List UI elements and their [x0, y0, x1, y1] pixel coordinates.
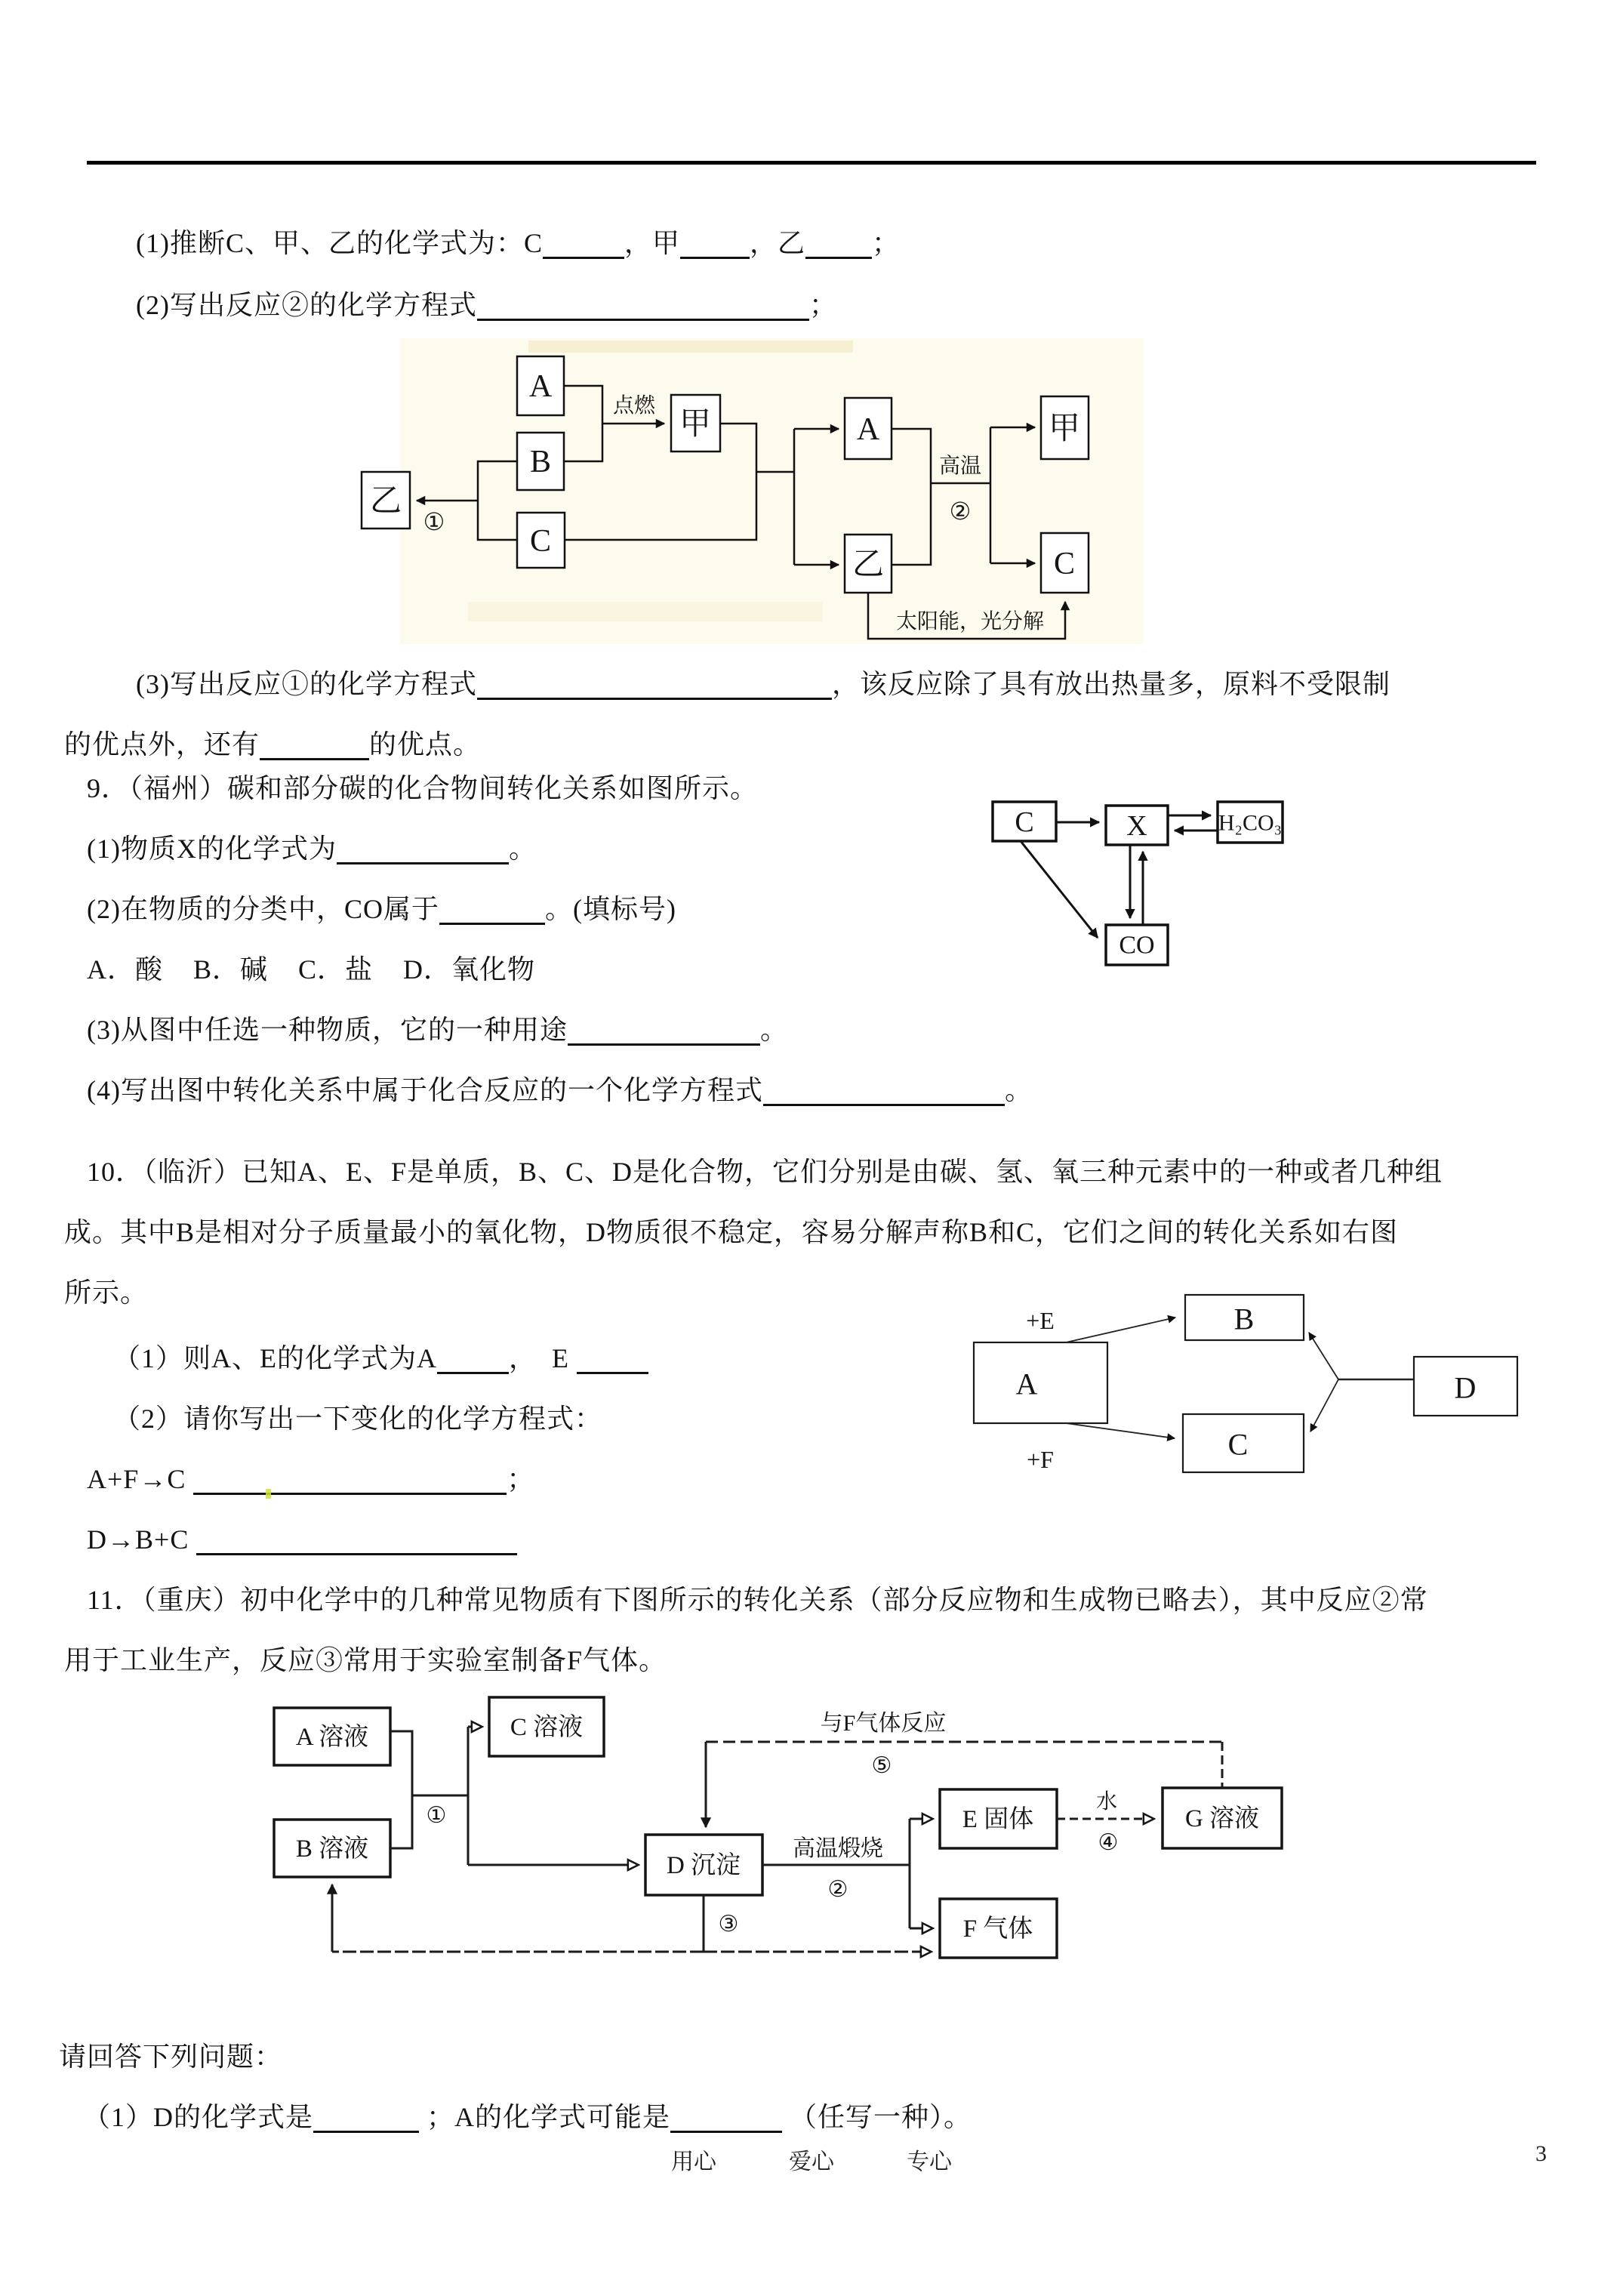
q9-line4-text: 。: [1004, 1075, 1033, 1105]
blank-underline: [337, 835, 509, 864]
q8-line4-text: 的优点外，还有: [64, 729, 260, 760]
flow-box-label: G 溶液: [1184, 1805, 1260, 1832]
q10-intro2: [64, 1214, 1398, 1250]
blank-underline: [437, 1345, 509, 1374]
page-footer: [0, 2143, 1623, 2176]
flow-box-label: 甲: [1048, 411, 1081, 446]
scan-tint: [400, 338, 1144, 644]
flow-box-label: A: [856, 412, 880, 447]
q11-line1-text: （任写一种）。: [782, 2102, 972, 2132]
scan-smudge: [528, 341, 853, 353]
q8-line4: [64, 726, 481, 763]
q10-intro2-text: 成。其中B是相对分子质量最小的氧化物，D物质很不稳定，容易分解声称B和C，它们之间的转化关系如右图: [64, 1217, 1399, 1247]
diagram-9: [981, 785, 1585, 982]
flow-box-label: D 沉淀: [666, 1852, 741, 1879]
label-solar: 太阳能，光分解: [895, 610, 1045, 633]
q8-line2: [136, 287, 837, 323]
q8-line3-text: ，该反应除了具有放出热量多，原料不受限制: [831, 669, 1390, 699]
q9-line2-text: 。(填标号): [545, 894, 676, 924]
flow-box-label: CO: [1119, 931, 1155, 960]
footer-word: 爱心: [789, 2150, 834, 2174]
q10-line2: [113, 1401, 602, 1437]
page-number: 3: [1535, 2141, 1547, 2166]
label-plus-f: +F: [1027, 1446, 1054, 1473]
blank-underline: [568, 1016, 760, 1046]
flow-box-label: C: [529, 524, 552, 559]
flow-box-a: [974, 1342, 1107, 1423]
q10-line3: [87, 1461, 534, 1497]
flow-box-label: A: [1015, 1367, 1038, 1401]
q9-options-text: A．酸 B．碱 C．盐 D．氧化物: [87, 954, 536, 985]
flow-box-label: E 固体: [962, 1806, 1034, 1833]
q9-line3-text: 。: [759, 1015, 788, 1045]
flow-box-label: B: [529, 445, 552, 479]
q9-line1-text: (1)物质X的化学式为: [87, 834, 337, 864]
q10-line1: [113, 1340, 648, 1376]
blank-underline: [193, 1465, 507, 1495]
blank-underline: [670, 2103, 782, 2133]
q10-line3-text: ；: [507, 1464, 535, 1494]
blank-underline: [805, 230, 872, 259]
q8-line1: [136, 225, 900, 261]
label-calcine: 高温煅烧: [793, 1836, 883, 1861]
flow-box-label: A: [528, 369, 553, 404]
q9-line3: [87, 1012, 788, 1048]
q8-line1-text: ，乙: [750, 228, 806, 258]
blank-underline: [543, 230, 624, 259]
blank-underline: [313, 2103, 419, 2133]
label-circled-5: ⑤: [871, 1753, 892, 1778]
footer-word: 用心: [671, 2150, 716, 2174]
flow-box-label: 乙: [369, 484, 402, 519]
q10-line2-text: （2）请你写出一下变化的化学方程式：: [113, 1404, 603, 1434]
flow-box-label: C 溶液: [510, 1714, 584, 1741]
blank-underline: [477, 670, 832, 700]
q8-line4-text: 的优点。: [369, 729, 482, 760]
label-circled-4: ④: [1098, 1830, 1119, 1855]
label-water: 水: [1095, 1790, 1118, 1814]
arrow-a-to-c: [1066, 1423, 1175, 1438]
q11-line1-text: （1）D的化学式是: [83, 2102, 313, 2132]
blank-underline: [196, 1526, 517, 1555]
diagram-1: [340, 332, 1147, 657]
q9-line2: [87, 891, 676, 927]
q11-prompt-text: 请回答下列问题：: [59, 2042, 283, 2072]
q10-intro1: [87, 1154, 1443, 1190]
flow-box-label: C: [1015, 806, 1034, 838]
flow-box-label: F 气体: [962, 1915, 1033, 1943]
scan-dot: [266, 1489, 271, 1499]
header-rule: [87, 161, 1536, 165]
blank-underline: [439, 895, 545, 925]
blank-underline: [763, 1077, 1005, 1106]
flow-box-label: A 溶液: [295, 1724, 369, 1751]
q9-intro-text: 9．（福州）碳和部分碳的化合物间转化关系如图所示。: [87, 773, 759, 803]
flow-box-label: B: [1233, 1302, 1255, 1336]
q11-intro1-text: 11．（重庆）初中化学中的几种常见物质有下图所示的转化关系（部分反应物和生成物已略去），其中反应②常: [87, 1585, 1428, 1615]
q9-line2-text: (2)在物质的分类中，CO属于: [87, 894, 439, 924]
flow-box-label: D: [1454, 1370, 1477, 1405]
q10-line1-text: ， E: [509, 1343, 577, 1373]
q11-intro1: [87, 1582, 1428, 1618]
q10-line4-text: D→B+C: [87, 1524, 197, 1555]
diagram-10: [944, 1276, 1608, 1487]
q9-options: [87, 951, 535, 988]
q9-line4-text: (4)写出图中转化关系中属于化合反应的一个化学方程式: [87, 1075, 763, 1105]
footer-word: 专心: [907, 2150, 952, 2174]
flow-box-label: B 溶液: [295, 1835, 369, 1863]
q11-intro2-text: 用于工业生产，反应③常用于实验室制备F气体。: [64, 1645, 667, 1675]
arrow-d-to-b: [1309, 1333, 1338, 1379]
label-high-temp: 高温: [938, 455, 982, 478]
blank-underline: [577, 1345, 648, 1374]
q9-line4: [87, 1072, 1033, 1108]
q10-intro3: [64, 1274, 148, 1311]
blank-underline: [477, 291, 809, 321]
diagram-11: [211, 1691, 1344, 2008]
flow-box-label: C: [1227, 1427, 1249, 1462]
label-react-f: 与F气体反应: [820, 1711, 947, 1736]
blank-underline: [260, 731, 369, 760]
flow-box-label: H₂CO₃: [1218, 810, 1283, 836]
q10-line3-text: A+F→C: [87, 1464, 194, 1494]
q8-line2-text: ；: [808, 290, 837, 320]
q11-intro2: [64, 1642, 667, 1678]
flow-box-label: 乙: [852, 547, 885, 582]
label-circled-1: ①: [423, 508, 445, 535]
label-circled-1: ①: [426, 1803, 447, 1828]
q9-line3-text: (3)从图中任选一种物质，它的一种用途: [87, 1015, 568, 1045]
q11-line1-text: ；A的化学式可能是: [419, 2102, 670, 2132]
arrow-a-to-b: [1066, 1318, 1175, 1342]
q10-intro1-text: 10．（临沂）已知A、E、F是单质，B、C、D是化合物，它们分别是由碳、氢、氧三种元素中的一种或者几种组: [87, 1157, 1443, 1187]
q8-line3: [136, 666, 1390, 702]
q8-line2-text: (2)写出反应②的化学方程式: [136, 290, 477, 320]
flow-box-label: X: [1126, 810, 1147, 842]
q9-line1: [87, 831, 537, 867]
q10-line4: [87, 1521, 517, 1558]
label-circled-2: ②: [949, 498, 972, 525]
q11-prompt: [59, 2039, 282, 2075]
scan-smudge: [468, 602, 823, 621]
label-circled-3: ③: [718, 1912, 739, 1937]
q9-line1-text: 。: [508, 834, 537, 864]
label-ignite: 点燃: [612, 394, 656, 418]
blank-underline: [680, 230, 750, 259]
label-plus-e: +E: [1026, 1307, 1055, 1334]
arrow-d-to-c: [1310, 1379, 1338, 1432]
arrow-c-to-co: [1021, 841, 1098, 938]
q8-line1-text: ；: [872, 228, 901, 258]
flow-box-label: C: [1053, 547, 1076, 581]
q10-intro3-text: 所示。: [64, 1277, 149, 1308]
connector: [390, 1731, 412, 1848]
q11-line1: [83, 2099, 972, 2135]
q8-line1-text: (1)推断C、甲、乙的化学式为：C: [136, 228, 544, 258]
q8-line3-text: (3)写出反应①的化学方程式: [136, 669, 477, 699]
q8-line1-text: ，甲: [624, 228, 681, 258]
q9-intro: [87, 770, 758, 806]
label-circled-2: ②: [827, 1877, 848, 1902]
flow-box-label: 甲: [679, 407, 712, 442]
q10-line1-text: （1）则A、E的化学式为A: [113, 1343, 437, 1373]
